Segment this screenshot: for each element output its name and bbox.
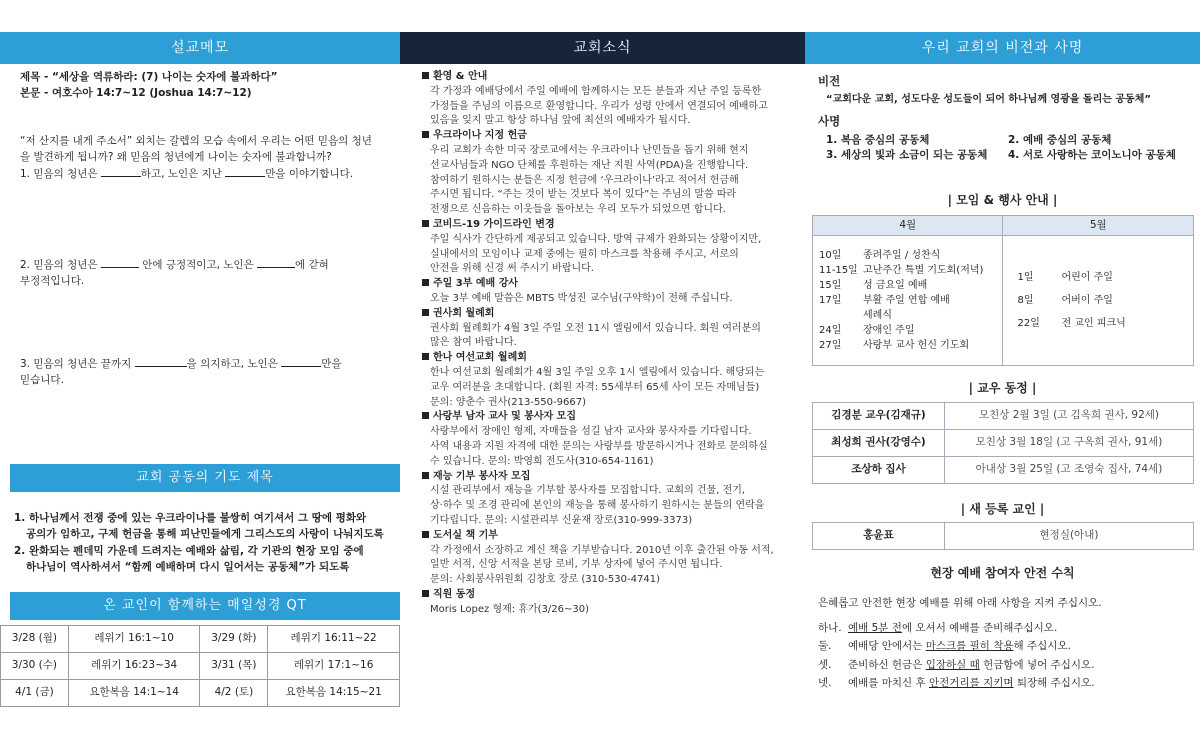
news-body-line: 기다립니다. 문의: 시설관리부 신윤재 장로(310-999-3373) <box>430 514 693 526</box>
news-body-line: 실내에서의 모임이나 교제 중에는 필히 마스크를 착용해 주시고, 서로의 <box>430 248 739 260</box>
table-row <box>1 653 400 680</box>
safety-item-label: 둘. <box>818 640 832 653</box>
event-date: 27일 <box>819 340 842 351</box>
event-row <box>819 323 996 338</box>
news-body-line: 수 있습니다. 문의: 박영희 전도사(310-654-1161) <box>430 455 654 467</box>
news-title <box>422 129 792 144</box>
answer-blank[interactable] <box>101 257 139 268</box>
safety-item-text: 안전거리를 지키며 <box>929 676 1014 689</box>
prayer-item: 2. 완화되는 펜데믹 가운데 드려지는 예배와 삶림, 각 기관의 현장 모임 중에 <box>14 544 364 557</box>
news-body-line: 전쟁으로 신음하는 이웃들을 돌아보는 우리 모두가 되었으면 합니다. <box>430 204 726 216</box>
qt-header: 온 교인이 함께하는 매일성경 QT <box>10 592 400 620</box>
table-row <box>813 403 1194 430</box>
news-title <box>422 529 792 544</box>
event-row <box>819 248 996 263</box>
safety-item-text: 헌금함에 넣어 주십시오. <box>979 658 1095 671</box>
safety-item <box>818 656 1188 674</box>
bullet-square-icon <box>422 220 429 227</box>
member-name: 김경분 교우(김재규) <box>813 403 945 430</box>
question-text: 만을 이야기합니다. <box>265 167 354 180</box>
new-members-title: | 새 등록 교인 | <box>960 502 1045 516</box>
news-body-line: 많은 참여 바랍니다. <box>430 337 517 349</box>
prayer-item: 1. 하나님께서 전쟁 중에 있는 우크라이나를 불쌍히 여기셔서 그 땅에 평화와 <box>14 512 367 524</box>
mission-list <box>818 133 1188 165</box>
answer-blank[interactable] <box>101 166 141 177</box>
safety-item-text: 마스크를 필히 착용 <box>925 640 1014 653</box>
question-text: 하고, 노인은 지난 <box>140 167 222 180</box>
event-row <box>819 338 996 353</box>
april-header: 4월 <box>813 216 1003 236</box>
safety-item-label: 넷. <box>818 676 832 689</box>
bullet-square-icon <box>422 279 429 286</box>
condolence-table <box>812 402 1194 484</box>
event-name: 사랑부 교사 헌신 기도회 <box>863 340 970 351</box>
news-item <box>422 529 792 588</box>
news-title <box>422 470 792 485</box>
event-name: 어린이 주일 <box>1061 272 1113 283</box>
news-body-line: 한나 여선교회 월례회가 4월 3일 주일 오후 1시 엘림에서 있습니다. 해당되는 <box>430 366 765 378</box>
event-date <box>819 308 863 323</box>
bullet-square-icon <box>422 412 429 419</box>
news-body-line: 각 가정에서 소장하고 계신 책을 기부받습니다. 2010년 이후 출간된 아동 서적, <box>430 544 774 556</box>
news-title-text: 도서실 책 기부 <box>433 529 498 541</box>
sermon-intro <box>20 134 395 182</box>
event-row <box>819 293 996 308</box>
event-date: 15일 <box>819 280 842 291</box>
bullet-square-icon <box>422 590 429 597</box>
member-name: 홍윤표 <box>813 523 945 550</box>
table-row <box>813 236 1194 366</box>
event-date: 22일 <box>1017 318 1040 329</box>
member-detail: 현정실(아내) <box>945 523 1194 550</box>
news-body-line: 사역 내용과 지원 자격에 대한 문의는 사랑부를 방문하시거나 전화로 문의하실 <box>430 440 768 452</box>
safety-item <box>818 674 1188 692</box>
sermon-intro-line: 을 발견하게 됩니까? 왜 믿음의 청년에게 나이는 숫자에 불과합니까? <box>20 150 332 163</box>
question-text: 을 의지하고, 노인은 <box>186 358 278 370</box>
qt-date: 4/2 (토) <box>200 680 268 707</box>
news-title-text: 재능 기부 봉사자 모집 <box>433 470 531 482</box>
bullet-square-icon <box>422 72 429 79</box>
safety-item <box>818 637 1188 655</box>
event-date: 17일 <box>819 295 842 306</box>
member-name: 최성희 권사(강영수) <box>813 430 945 457</box>
events-title: | 모임 & 행사 안내 | <box>947 193 1058 207</box>
question-text: 1. 믿음의 청년은 <box>20 167 98 180</box>
member-name: 조상하 집사 <box>813 457 945 484</box>
news-body-line: Moris Lopez 형제: 휴가(3/26~30) <box>430 603 590 615</box>
bullet-square-icon <box>422 472 429 479</box>
sermon-text: 본문 - 여호수아 14:7~12 (Joshua 14:7~12) <box>20 86 252 99</box>
event-name: 세례식 <box>863 310 892 321</box>
question-text: 에 갇혀 <box>295 259 329 271</box>
news-body-line: 교우 여러분을 초대합니다. (회원 자격: 55세부터 65세 사이 모든 자매님들) <box>430 381 760 393</box>
event-row <box>1017 312 1187 335</box>
event-date: 11-15일 <box>819 265 858 276</box>
news-body-line: 참여하기 원하시는 분들은 지정 헌금에 ‘우크라이나’라고 적어서 헌금해 <box>430 174 739 186</box>
member-detail: 모친상 2월 3일 (고 김옥희 권사, 92세) <box>945 403 1194 430</box>
sermon-title: 제목 - “세상을 역류하라: (7) 나이는 숫자에 불과하다” <box>20 71 278 83</box>
april-events <box>813 236 1003 366</box>
news-body-line: 문의: 양춘수 권사(213-550-9667) <box>430 396 586 408</box>
news-item <box>422 218 792 277</box>
safety-item-text: 퇴장해 주십시오. <box>1013 676 1095 689</box>
prayer-header: 교회 공동의 기도 제목 <box>10 464 400 492</box>
news-body-line: 가정들을 주님의 이름으로 환영합니다. 우리가 성령 안에서 연결되어 예배하고 <box>430 100 768 112</box>
safety-item-text: 예배당 안에서는 <box>848 640 926 653</box>
news-body-line: 주일 식사가 간단하게 제공되고 있습니다. 방역 규제가 완화되는 상황이지만, <box>430 233 762 245</box>
vision-section <box>818 73 1188 164</box>
event-name: 종려주일 / 성찬식 <box>863 250 941 261</box>
news-title-text: 환영 & 안내 <box>433 71 488 82</box>
mission-item: 2. 예배 중심의 공동체 <box>1008 133 1112 146</box>
news-title <box>422 351 792 366</box>
news-body-line: 우리 교회가 속한 미국 장로교에서는 우크라이나 난민들을 돕기 위해 현지 <box>430 144 749 156</box>
qt-reading: 요한복음 14:1~14 <box>68 680 200 707</box>
church-news-header: 교회소식 <box>400 32 805 64</box>
news-title <box>422 218 792 233</box>
events-table <box>812 215 1194 366</box>
table-row <box>813 457 1194 484</box>
safety-item-text: 예배를 마치신 후 <box>848 676 930 689</box>
news-item <box>422 70 792 129</box>
news-title-text: 우크라이나 지정 헌금 <box>433 130 527 142</box>
qt-reading: 레위기 16:23~34 <box>68 653 200 680</box>
event-row <box>1017 266 1187 289</box>
prayer-item-cont: 공의가 임하고, 구제 헌금을 통해 피난민들에게 그리스도의 사랑이 나눠지도록 <box>26 528 384 541</box>
news-body-line: 권사회 월례회가 4월 3일 주일 오전 11시 엘림에서 있습니다. 회원 여러분의 <box>430 322 761 334</box>
news-item <box>422 588 792 618</box>
qt-reading: 레위기 16:11~22 <box>268 626 400 653</box>
bullet-square-icon <box>422 353 429 360</box>
mission-item: 3. 세상의 빛과 소금이 되는 공동체 <box>826 149 988 162</box>
safety-items <box>818 619 1188 693</box>
bullet-square-icon <box>422 309 429 316</box>
event-name: 전 교인 피크닉 <box>1061 318 1126 329</box>
prayer-list <box>14 510 400 575</box>
vision-label: 비전 <box>818 74 841 88</box>
qt-table <box>0 625 400 707</box>
news-title <box>422 277 792 292</box>
mission-label: 사명 <box>818 114 841 129</box>
news-item <box>422 277 792 307</box>
news-body-line: 일반 서적, 신앙 서적을 본당 로비, 기부 상자에 넣어 주시면 됩니다. <box>430 559 723 571</box>
vision-text: “교회다운 교회, 성도다운 성도들이 되어 하나님께 영광을 돌리는 공동체” <box>826 94 1151 106</box>
question-1 <box>20 166 395 183</box>
question-3 <box>20 356 395 389</box>
question-text: 부정적입니다. <box>20 274 85 287</box>
table-row <box>813 430 1194 457</box>
sermon-memo-header: 설교메모 <box>0 32 400 64</box>
news-body-line: 문의: 사회봉사위원회 김창호 장로 (310-530-4741) <box>430 574 660 586</box>
news-title <box>422 588 792 603</box>
news-title-text: 사랑부 남자 교사 및 봉사자 모집 <box>433 411 576 423</box>
news-title <box>422 410 792 425</box>
question-text: 안에 긍정적이고, 노인은 <box>142 259 254 271</box>
qt-reading: 레위기 16:1~10 <box>68 626 200 653</box>
safety-item-text: 입장하실 때 <box>925 658 980 671</box>
mission-item: 4. 서로 사랑하는 코이노니아 공동체 <box>1008 149 1176 162</box>
news-item <box>422 129 792 218</box>
answer-blank[interactable] <box>225 166 265 177</box>
news-item <box>422 470 792 529</box>
event-name: 어버이 주일 <box>1061 295 1113 306</box>
event-date: 24일 <box>819 325 842 336</box>
news-title-text: 권사회 월례회 <box>433 307 495 319</box>
news-body-line: 시설 관리부에서 재능을 기부할 봉사자를 모집합니다. 교회의 건물, 전기, <box>430 485 746 497</box>
news-list <box>422 70 792 617</box>
answer-blank[interactable] <box>257 257 295 268</box>
event-row <box>819 308 996 323</box>
news-item <box>422 351 792 410</box>
news-title-text: 코비드-19 가이드라인 변경 <box>433 218 555 230</box>
vision-mission-header: 우리 교회의 비전과 사명 <box>805 32 1200 64</box>
news-body-line: 상·하수 및 조경 관리에 본인의 재능을 통해 봉사하기 원하시는 분들의 연락을 <box>430 500 765 512</box>
news-item <box>422 410 792 469</box>
condolence-title: | 교우 동정 | <box>968 381 1037 395</box>
mission-item: 1. 복음 중심의 공동체 <box>826 133 930 146</box>
new-members-table <box>812 522 1194 550</box>
news-body-line: 각 가정과 예배당에서 주일 예배에 함께하시는 모든 분들과 지난 주일 등록한 <box>430 85 762 97</box>
may-header: 5월 <box>1003 216 1194 236</box>
table-row <box>813 523 1194 550</box>
event-name: 성 금요일 예배 <box>863 280 928 291</box>
safety-item-label: 하나. <box>818 621 842 634</box>
news-body-line: 오늘 3부 예배 말씀은 MBTS 박성진 교수님(구약학)이 전해 주십니다. <box>430 292 733 304</box>
qt-date: 3/31 (목) <box>200 653 268 680</box>
news-title-text: 한나 여선교회 월례회 <box>433 352 527 364</box>
table-row <box>813 216 1194 236</box>
may-events <box>1003 236 1194 366</box>
safety-item-label: 셋. <box>818 658 832 671</box>
member-detail: 아내상 3월 25일 (고 조영숙 집사, 74세) <box>945 457 1194 484</box>
sermon-intro-line: “저 산지를 내게 주소서” 외치는 갈렙의 모습 속에서 우리는 어떤 믿음의 청년 <box>20 135 372 147</box>
safety-item-text: 준비하신 헌금은 <box>848 658 926 671</box>
event-name: 장애인 주일 <box>863 325 915 336</box>
table-row <box>1 680 400 707</box>
answer-blank[interactable] <box>281 356 321 367</box>
safety-item-text: 에 오셔서 예배를 준비해주십시오. <box>901 621 1058 634</box>
qt-date: 3/29 (화) <box>200 626 268 653</box>
event-date: 1일 <box>1017 272 1034 283</box>
safety-item-text: 예배 5분 전 <box>848 621 902 634</box>
event-row <box>1017 289 1187 312</box>
question-text: 믿습니다. <box>20 373 64 386</box>
safety-title: 현장 예배 참여자 안전 수칙 <box>930 566 1075 580</box>
news-item <box>422 307 792 351</box>
news-title <box>422 70 792 85</box>
answer-blank[interactable] <box>135 356 187 367</box>
news-title <box>422 307 792 322</box>
news-body-line: 있음을 잊지 말고 항상 하나님 앞에 최선의 예배자가 됩시다. <box>430 115 691 127</box>
event-name: 고난주간 특별 기도회(저녁) <box>863 265 984 276</box>
member-detail: 모친상 3월 18일 (고 구옥희 권사, 91세) <box>945 430 1194 457</box>
qt-date: 4/1 (금) <box>1 680 69 707</box>
question-text: 만을 <box>321 358 342 370</box>
news-title-text: 직원 동정 <box>433 588 476 600</box>
question-text: 2. 믿음의 청년은 <box>20 259 98 271</box>
news-body-line: 사랑부에서 장애인 형제, 자매들을 섬길 남자 교사와 봉사자를 기다립니다. <box>430 426 752 438</box>
news-title-text: 주일 3부 예배 강사 <box>433 278 519 290</box>
event-name: 부활 주일 연합 예배 <box>863 295 950 306</box>
news-body-line: 주시면 됩니다. “주는 것이 받는 것보다 복이 있다”는 주님의 말씀 따라 <box>430 189 737 201</box>
event-row <box>819 278 996 293</box>
table-row <box>1 626 400 653</box>
news-body-line: 안전을 위해 신경 써 주시기 바랍니다. <box>430 263 594 275</box>
qt-date: 3/28 (월) <box>1 626 69 653</box>
sermon-info <box>20 70 390 102</box>
qt-reading: 요한복음 14:15~21 <box>268 680 400 707</box>
question-text: 3. 믿음의 청년은 끝까지 <box>20 358 132 370</box>
safety-intro: 은혜롭고 안전한 현장 예배를 위해 아래 사항을 지켜 주십시오. <box>818 597 1102 609</box>
event-row <box>819 263 996 278</box>
safety-item-text: 해 주십시오. <box>1013 640 1071 653</box>
qt-reading: 레위기 17:1~16 <box>268 653 400 680</box>
safety-list <box>818 596 1188 692</box>
safety-item <box>818 619 1188 637</box>
news-body-line: 선교사님들과 NGO 단체를 후원하는 재난 지원 사역(PDA)을 진행합니다. <box>430 159 749 171</box>
bullet-square-icon <box>422 531 429 538</box>
bullet-square-icon <box>422 131 429 138</box>
event-date: 10일 <box>819 250 842 261</box>
event-date: 8일 <box>1017 295 1034 306</box>
prayer-item-cont: 하나님이 역사하셔서 “함께 예배하며 다시 일어서는 공동체”가 되도록 <box>26 560 350 573</box>
qt-date: 3/30 (수) <box>1 653 69 680</box>
question-2 <box>20 257 395 290</box>
